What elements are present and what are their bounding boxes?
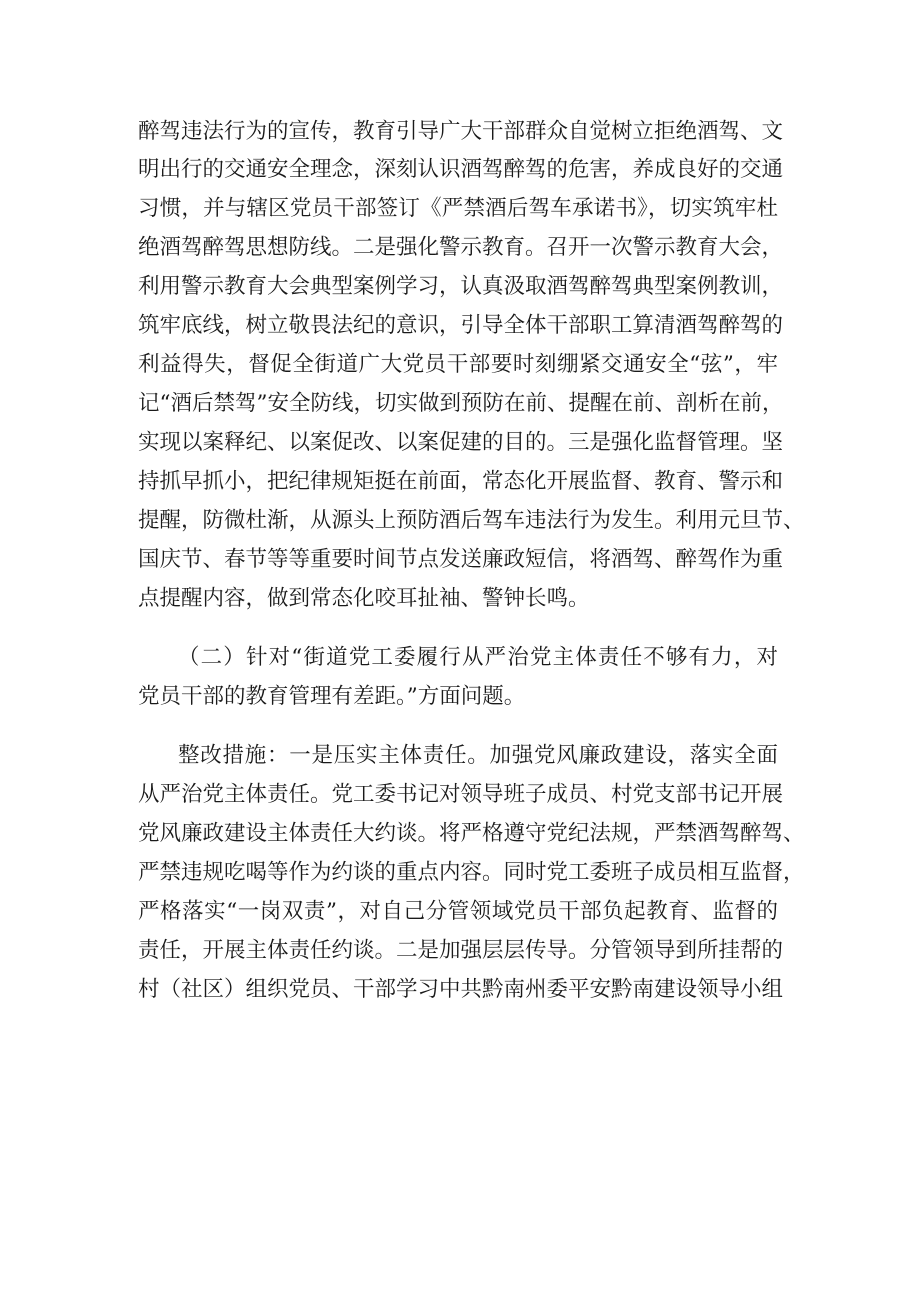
text-line: 严格落实“一岗双责”，对自己分管领域党员干部负起教育、监督的 — [138, 899, 778, 924]
text-line: 从严治党主体责任。党工委书记对领导班子成员、村党支部书记开展 — [138, 782, 784, 807]
text-line: 筑牢底线，树立敬畏法纪的意识，引导全体干部职工算清酒驾醉驾的 — [138, 313, 784, 338]
text-line: 国庆节、春节等等重要时间节点发送廉政短信，将酒驾、醉驾作为重 — [138, 547, 784, 572]
text-line: 明出行的交通安全理念，深刻认识酒驾醉驾的危害，养成良好的交通 — [138, 157, 784, 182]
text-line: 记“酒后禁驾”安全防线，切实做到预防在前、提醒在前、剖析在前， — [138, 391, 784, 416]
text-line: （二）针对“街道党工委履行从严治党主体责任不够有力，对 — [178, 645, 778, 670]
text-line: 醉驾违法行为的宣传，教育引导广大干部群众自觉树立拒绝酒驾、文 — [138, 119, 784, 144]
text-line: 提醒，防微杜渐，从源头上预防酒后驾车违法行为发生。利用元旦节、 — [138, 508, 805, 533]
text-line: 严禁违规吃喝等作为约谈的重点内容。同时党工委班子成员相互监督， — [138, 860, 805, 885]
text-line: 实现以案释纪、以案促改、以案促建的目的。三是强化监督管理。坚 — [138, 430, 784, 455]
text-line: 绝酒驾醉驾思想防线。二是强化警示教育。召开一次警示教育大会， — [138, 235, 784, 260]
text-line: 利益得失，督促全街道广大党员干部要时刻绷紧交通安全“弦”，牢 — [138, 352, 778, 377]
text-line: 整改措施：一是压实主体责任。加强党风廉政建设，落实全面 — [178, 743, 778, 768]
text-line: 党员干部的教育管理有差距。”方面问题。 — [138, 684, 526, 709]
text-line: 习惯，并与辖区党员干部签订《严禁酒后驾车承诺书》，切实筑牢杜 — [138, 196, 778, 221]
text-line: 村（社区）组织党员、干部学习中共黔南州委平安黔南建设领导小组 — [138, 977, 784, 1002]
text-line: 点提醒内容，做到常态化咬耳扯袖、警钟长鸣。 — [138, 586, 590, 611]
text-line: 党风廉政建设主体责任大约谈。将严格遵守党纪法规，严禁酒驾醉驾、 — [138, 821, 805, 846]
text-line: 持抓早抓小，把纪律规矩挺在前面，常态化开展监督、教育、警示和 — [138, 469, 784, 494]
text-line: 责任，开展主体责任约谈。二是加强层层传导。分管领导到所挂帮的 — [138, 938, 784, 963]
text-line: 利用警示教育大会典型案例学习，认真汲取酒驾醉驾典型案例教训， — [138, 274, 784, 299]
